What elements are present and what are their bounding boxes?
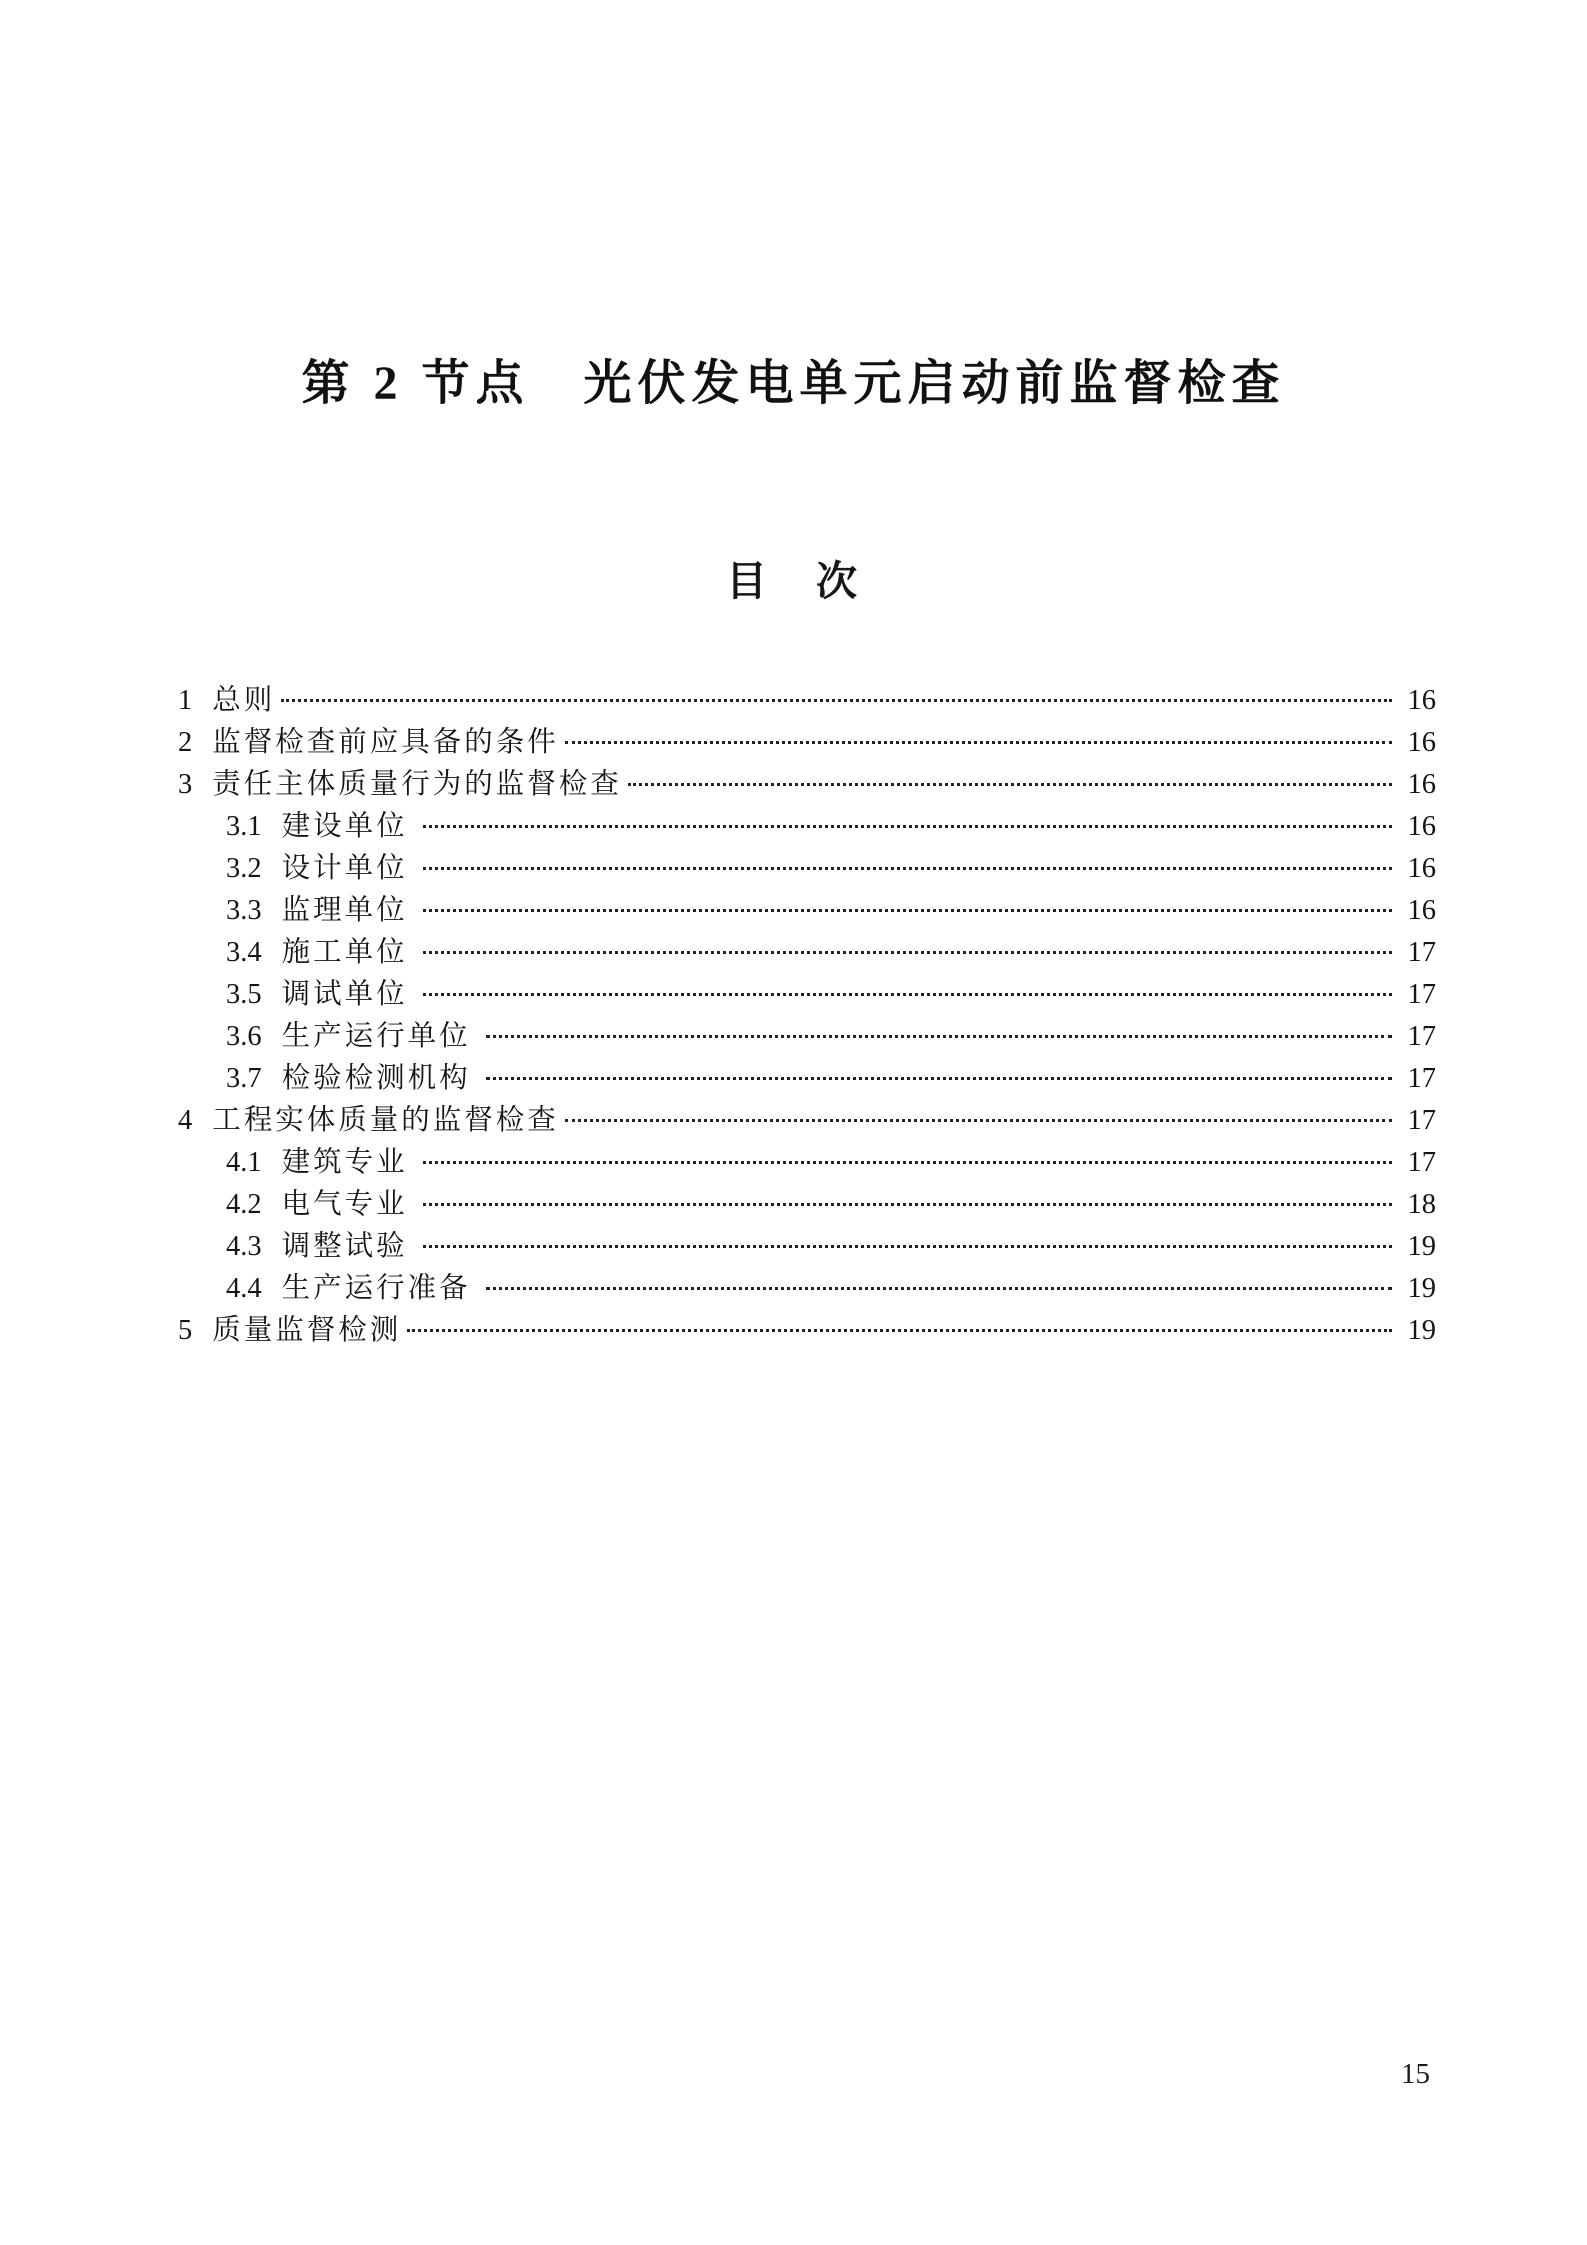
dotted-leader bbox=[407, 1329, 1392, 1332]
toc-entry-page: 17 bbox=[1407, 1063, 1436, 1094]
toc-entry-label: 施工单位 bbox=[281, 937, 408, 968]
toc-entry-label: 责任主体质量行为的监督检查 bbox=[212, 769, 622, 800]
toc-entry-page: 17 bbox=[1407, 979, 1436, 1010]
toc-entry-page: 18 bbox=[1407, 1189, 1436, 1220]
dotted-leader bbox=[423, 1203, 1392, 1206]
toc-row bbox=[178, 848, 1436, 890]
toc-entry-number: 3.1 bbox=[226, 811, 262, 842]
toc-row bbox=[178, 1058, 1436, 1100]
toc-entry-number: 4.2 bbox=[226, 1189, 262, 1220]
toc-entry-label: 质量监督检测 bbox=[212, 1315, 402, 1346]
dotted-leader bbox=[423, 951, 1392, 954]
toc-entry-label: 生产运行单位 bbox=[281, 1021, 471, 1052]
dotted-leader bbox=[423, 1161, 1392, 1164]
toc-row bbox=[178, 1100, 1436, 1142]
toc-row bbox=[178, 1184, 1436, 1226]
toc-entry-label: 总则 bbox=[212, 685, 276, 716]
toc-entry-page: 17 bbox=[1407, 1147, 1436, 1178]
toc-entry-label: 检验检测机构 bbox=[281, 1063, 471, 1094]
toc-entry-page: 16 bbox=[1407, 685, 1436, 716]
toc-entry-page: 17 bbox=[1407, 937, 1436, 968]
toc-entry-number: 5 bbox=[178, 1315, 193, 1346]
toc-row bbox=[178, 1268, 1436, 1310]
dotted-leader bbox=[565, 1119, 1392, 1122]
chapter-title: 第 2 节点 光伏发电单元启动前监督检查 bbox=[301, 357, 1286, 410]
toc-entry-number: 3 bbox=[178, 769, 193, 800]
dotted-leader bbox=[281, 699, 1392, 702]
dotted-leader bbox=[423, 867, 1392, 870]
toc-row bbox=[178, 974, 1436, 1016]
toc-entry-page: 16 bbox=[1407, 811, 1436, 842]
toc-entry-page: 16 bbox=[1407, 727, 1436, 758]
toc-row bbox=[178, 1310, 1436, 1352]
toc-heading: 目 次 bbox=[726, 558, 861, 604]
toc-entry-number: 4.3 bbox=[226, 1231, 262, 1262]
toc-entry-number: 4.4 bbox=[226, 1273, 262, 1304]
toc-entry-label: 工程实体质量的监督检查 bbox=[212, 1105, 559, 1136]
toc-entry-number: 3.7 bbox=[226, 1063, 262, 1094]
dotted-leader bbox=[423, 909, 1392, 912]
toc-entry-number: 3.6 bbox=[226, 1021, 262, 1052]
toc-entry-number: 2 bbox=[178, 727, 193, 758]
toc-entry-number: 3.4 bbox=[226, 937, 262, 968]
toc-entry-page: 19 bbox=[1407, 1315, 1436, 1346]
toc-row bbox=[178, 1016, 1436, 1058]
toc-entry-page: 17 bbox=[1407, 1021, 1436, 1052]
toc-row bbox=[178, 722, 1436, 764]
page-number-footer: 15 bbox=[1401, 2058, 1430, 2090]
toc-row bbox=[178, 806, 1436, 848]
toc-entry-page: 19 bbox=[1407, 1231, 1436, 1262]
toc-row bbox=[178, 1226, 1436, 1268]
toc-entry-page: 16 bbox=[1407, 769, 1436, 800]
dotted-leader bbox=[486, 1035, 1392, 1038]
toc-entry-number: 3.5 bbox=[226, 979, 262, 1010]
toc-entry-number: 1 bbox=[178, 685, 193, 716]
toc-entry-number: 3.3 bbox=[226, 895, 262, 926]
toc-row bbox=[178, 764, 1436, 806]
toc-entry-number: 4 bbox=[178, 1105, 193, 1136]
toc-entry-label: 建设单位 bbox=[281, 811, 408, 842]
toc-entry-page: 16 bbox=[1407, 895, 1436, 926]
dotted-leader bbox=[423, 993, 1392, 996]
dotted-leader bbox=[565, 741, 1392, 744]
toc-entry-label: 调试单位 bbox=[281, 979, 408, 1010]
toc-row bbox=[178, 1142, 1436, 1184]
toc-entry-label: 生产运行准备 bbox=[281, 1273, 471, 1304]
dotted-leader bbox=[423, 825, 1392, 828]
toc-entry-label: 建筑专业 bbox=[281, 1147, 408, 1178]
toc-entry-label: 电气专业 bbox=[281, 1189, 408, 1220]
toc-row bbox=[178, 932, 1436, 974]
toc-entry-label: 设计单位 bbox=[281, 853, 408, 884]
toc-entry-label: 监理单位 bbox=[281, 895, 408, 926]
toc-list bbox=[178, 680, 1436, 1352]
toc-entry-label: 调整试验 bbox=[281, 1231, 408, 1262]
toc-row bbox=[178, 890, 1436, 932]
dotted-leader bbox=[628, 783, 1392, 786]
toc-entry-page: 16 bbox=[1407, 853, 1436, 884]
toc-entry-number: 3.2 bbox=[226, 853, 262, 884]
dotted-leader bbox=[486, 1287, 1392, 1290]
dotted-leader bbox=[486, 1077, 1392, 1080]
toc-entry-page: 17 bbox=[1407, 1105, 1436, 1136]
dotted-leader bbox=[423, 1245, 1392, 1248]
toc-row bbox=[178, 680, 1436, 722]
toc-entry-number: 4.1 bbox=[226, 1147, 262, 1178]
toc-entry-label: 监督检查前应具备的条件 bbox=[212, 727, 559, 758]
toc-entry-page: 19 bbox=[1407, 1273, 1436, 1304]
